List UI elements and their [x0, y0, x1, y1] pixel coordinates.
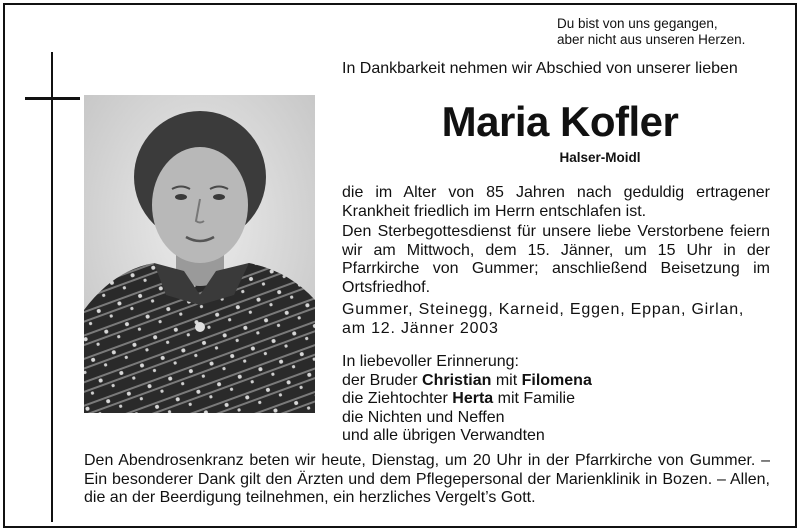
mourner-line-brother — [342, 372, 770, 391]
place-and-date: Gummer, Steinegg, Karneid, Eggen, Eppan, Girlan, am 12. Jänner 2003 — [342, 301, 745, 337]
mourner-name: Herta — [452, 390, 494, 407]
intro-text: In Dankbarkeit nehmen wir Abschied von unserer lieben — [342, 60, 738, 77]
mourners-heading: In liebevoller Erinnerung: — [342, 353, 519, 370]
mourner-relation: die Ziehtochter — [342, 390, 453, 407]
death-notice-text: die im Alter von 85 Jahren nach geduldig ertragener Krankheit friedlich im Herrn entschlafen ist. — [342, 184, 770, 220]
footer-text: Den Abendrosenkranz beten wir heute, Dienstag, um 20 Uhr in der Pfarrkirche von Gummer. – Ein besonderer Dank gilt den Ärzten und dem Pflegepersonal der Marienklinik in Bozen. – Allen, die an der Beerdigung teilnehmen, ein herzliches Vergelt’s Gott. — [84, 452, 770, 506]
mourner-suffix: mit Familie — [493, 390, 575, 407]
portrait-illustration — [84, 95, 315, 413]
mourner-name: Filomena — [521, 371, 592, 389]
portrait-photo — [84, 95, 315, 413]
memorial-quote — [557, 16, 787, 48]
cross-horizontal-bar — [25, 97, 80, 100]
deceased-name: Maria Kofler — [441, 98, 679, 145]
mourner-connector: mit — [491, 371, 522, 389]
mourner-line-fosterdaughter — [342, 390, 770, 409]
cross-vertical-bar — [51, 52, 53, 522]
quote-line-2: aber nicht aus unseren Herzen. — [557, 32, 746, 47]
mourner-relation: der Bruder — [342, 371, 423, 389]
deceased-nickname: Halser-Moidl — [559, 150, 641, 165]
mourner-line-nieces: die Nichten und Neffen — [342, 408, 505, 426]
mourner-line-relatives: und alle übrigen Verwandten — [342, 427, 545, 444]
quote-line-1: Du bist von uns gegangen, — [557, 16, 718, 31]
funeral-service-text: Den Sterbegottesdienst für unsere liebe Verstorbene feiern wir am Mittwoch, dem 15. Jänner, um 15 Uhr in der Pfarrkirche von Gummer; anschließend Beisetzung im Ortsfriedhof. — [342, 223, 770, 296]
mourners-list — [342, 353, 770, 446]
mourner-name: Christian — [422, 371, 492, 389]
